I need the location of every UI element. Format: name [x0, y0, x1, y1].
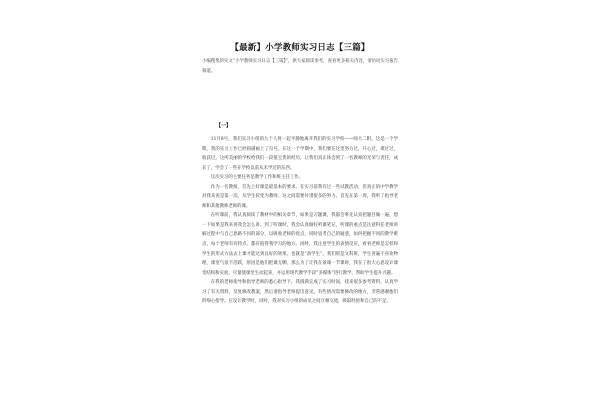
- body-paragraph: 作为一名教师，首先上好课是最基本的要求。在实习前我有过一些试教活动，但真正的中学教学对我来说是第一次。从学生转变为教师，这之间需要付诸很多的努力。首先在第一周，我听了指导老师和其他教师老师的课。: [202, 184, 398, 209]
- document-title: 【最新】小学教师实习日志【三篇】: [230, 43, 370, 53]
- body-paragraph: 在听课前，我认真阅读了教材中的相关章节，如果是习题课，我都会事先认真把题目做一遍，想一下如果是我来讲我会怎么讲。到了听课时，我会认真做好听课笔记，听课的重点是注意科任老师讲解过程中与自己思路不同的部分，以吸收老师的优点，同时思考自己的疑惑，如何把握不同的教学难点，每个老师有有特点，都有值得我学习的地方。同时，我注意学生的表情反应，看看老师是怎样和学生的形式方法去上课才能达到良好的效果。也就是“备学生”。我们班是文科班，学生普遍不喜欢物理，课堂气氛不活跃，原因是他们把课无聊。那么为了让我在备课一节课时，我在了很大心思设计课堂结构和实验，尽量使课堂生动起来，并运用现代教学手段“多媒体”进行教学，帮助学生提升兴趣。: [202, 213, 398, 276]
- body-text: [202, 135, 398, 307]
- body-paragraph: 11月8号，我们实习小组的九个人将一起平静地离开我们的实习学校——师大二附。这是一个学期，我的实习工作已经圆满画上了句号。在这一个学期中，我们要在这里努力过，开心过，难过过，收获过。这所美丽的学校给我们一段很宝贵的经历，让我们真正体会到了一名教师的光荣与责任，成长了，学会了一些在学校以前从未学过的东西。: [202, 137, 398, 171]
- section-heading: 【一】: [216, 123, 232, 129]
- body-paragraph: 在我的老师指导和指导老师的悉心指导下，我圆满完成了实习时间，找来很多参考资料，认真学习了有关资料，反复修改教案，然后请指导老师提出意见，有些情况需要修改的地方，非常感谢他们的细心指导。在设计教学时，同时，我对实习小组的成员之间互相交流，吸取经验和自己的不足。: [202, 280, 398, 305]
- body-paragraph: 这次实习的主要任务是教学工作和班主任工作。: [210, 175, 304, 181]
- intro-paragraph: 小编搜集的实文“小学教师实习日志【三篇】”，供大家阅读参考，查看更多相关内容，请访问实习报告频道。: [202, 59, 398, 74]
